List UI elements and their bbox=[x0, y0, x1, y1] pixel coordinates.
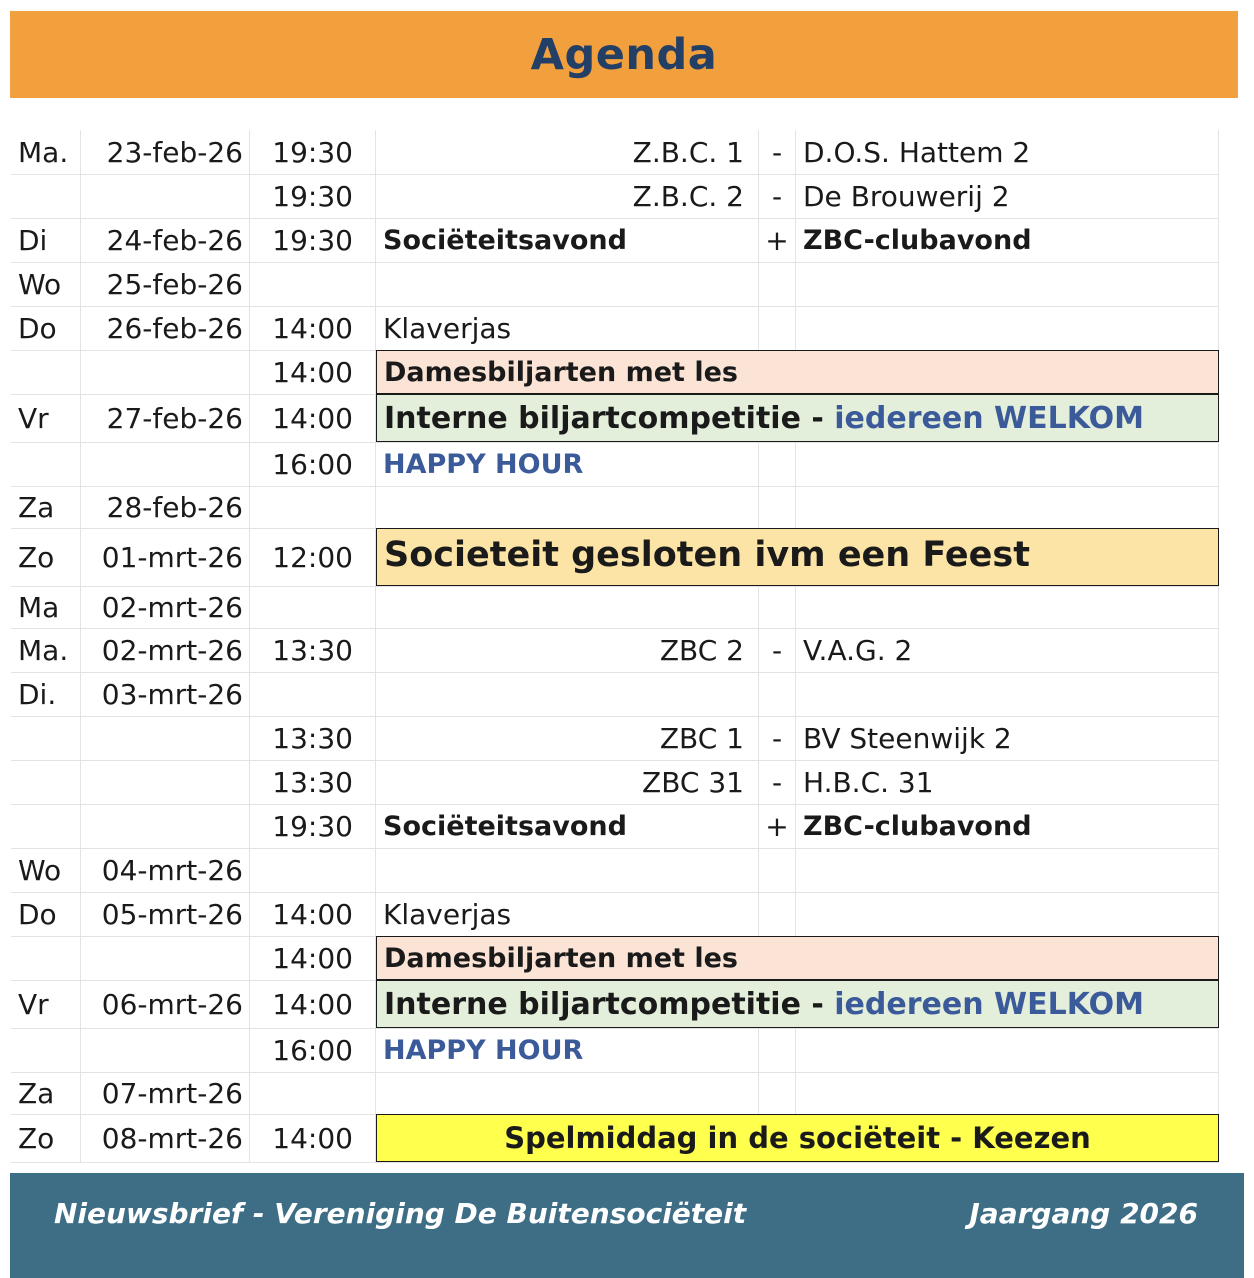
date-cell: 24-feb-26 bbox=[81, 218, 250, 262]
time-cell: 14:00 bbox=[250, 394, 376, 442]
time-cell: 14:00 bbox=[250, 936, 376, 980]
time-cell: 13:30 bbox=[250, 760, 376, 804]
opponent-cell bbox=[796, 486, 1219, 528]
event-cell: Klaverjas bbox=[376, 892, 759, 936]
day-cell: Ma. bbox=[11, 628, 81, 672]
table-row bbox=[11, 848, 1219, 893]
opponent-cell: D.O.S. Hattem 2 bbox=[796, 130, 1219, 174]
time-cell: 14:00 bbox=[250, 306, 376, 350]
date-cell: 25-feb-26 bbox=[81, 262, 250, 306]
event-cell: Sociëteitsavond bbox=[376, 804, 759, 848]
table-row bbox=[11, 1028, 1219, 1073]
table-row bbox=[11, 628, 1219, 673]
date-cell: 28-feb-26 bbox=[81, 486, 250, 528]
day-cell: Vr bbox=[11, 394, 81, 442]
opponent-cell: De Brouwerij 2 bbox=[796, 174, 1219, 218]
day-cell: Ma bbox=[11, 586, 81, 628]
table-row bbox=[11, 716, 1219, 761]
day-cell: Wo bbox=[11, 848, 81, 892]
table-row bbox=[11, 218, 1219, 263]
time-cell: 16:00 bbox=[250, 1028, 376, 1072]
day-cell bbox=[11, 716, 81, 760]
table-row bbox=[11, 936, 1219, 981]
time-cell bbox=[250, 262, 376, 306]
separator-cell bbox=[759, 672, 796, 716]
day-cell: Vr bbox=[11, 980, 81, 1028]
separator-cell: + bbox=[759, 804, 796, 848]
separator-cell: - bbox=[759, 760, 796, 804]
table-row bbox=[11, 262, 1219, 307]
separator-cell bbox=[759, 1028, 796, 1072]
time-cell: 14:00 bbox=[250, 1114, 376, 1162]
club-event-cell: ZBC-clubavond bbox=[796, 218, 1219, 262]
time-cell: 13:30 bbox=[250, 716, 376, 760]
separator-cell: - bbox=[759, 716, 796, 760]
date-cell: 04-mrt-26 bbox=[81, 848, 250, 892]
date-cell bbox=[81, 716, 250, 760]
event-text: Interne biljartcompetitie - bbox=[384, 986, 835, 1022]
event-highlight: iedereen WELKOM bbox=[834, 986, 1144, 1022]
date-cell: 02-mrt-26 bbox=[81, 586, 250, 628]
day-cell bbox=[11, 350, 81, 394]
separator-cell: + bbox=[759, 218, 796, 262]
day-cell: Di bbox=[11, 218, 81, 262]
day-cell: Zo bbox=[11, 528, 81, 586]
time-cell bbox=[250, 586, 376, 628]
event-cell: Klaverjas bbox=[376, 306, 759, 350]
separator-cell bbox=[759, 1072, 796, 1114]
separator-cell: - bbox=[759, 628, 796, 672]
table-row bbox=[11, 306, 1219, 351]
date-cell: 07-mrt-26 bbox=[81, 1072, 250, 1114]
separator-cell: - bbox=[759, 174, 796, 218]
event-text: Damesbiljarten met les bbox=[384, 356, 739, 388]
event-banner-gesloten bbox=[376, 528, 1219, 586]
home-team-cell: ZBC 2 bbox=[376, 628, 759, 672]
time-cell bbox=[250, 1072, 376, 1114]
date-cell: 05-mrt-26 bbox=[81, 892, 250, 936]
opponent-cell bbox=[796, 892, 1219, 936]
table-row bbox=[11, 760, 1219, 805]
time-cell: 19:30 bbox=[250, 804, 376, 848]
date-cell: 26-feb-26 bbox=[81, 306, 250, 350]
table-row bbox=[11, 1114, 1219, 1163]
home-team-cell: ZBC 31 bbox=[376, 760, 759, 804]
table-row bbox=[11, 672, 1219, 717]
home-team-cell: ZBC 1 bbox=[376, 716, 759, 760]
date-cell bbox=[81, 442, 250, 486]
event-cell bbox=[376, 262, 759, 306]
event-cell: Sociëteitsavond bbox=[376, 218, 759, 262]
time-cell: 13:30 bbox=[250, 628, 376, 672]
day-cell: Di. bbox=[11, 672, 81, 716]
table-row bbox=[11, 1072, 1219, 1115]
date-cell: 08-mrt-26 bbox=[81, 1114, 250, 1162]
day-cell: Zo bbox=[11, 1114, 81, 1162]
event-text: Spelmiddag in de sociëteit - Keezen bbox=[504, 1121, 1091, 1155]
happy-hour-cell: HAPPY HOUR bbox=[376, 1028, 759, 1072]
event-cell bbox=[376, 486, 759, 528]
opponent-cell bbox=[796, 848, 1219, 892]
opponent-cell bbox=[796, 306, 1219, 350]
event-text: Societeit gesloten ivm een Feest bbox=[384, 535, 1030, 575]
separator-cell bbox=[759, 848, 796, 892]
time-cell: 16:00 bbox=[250, 442, 376, 486]
happy-hour-cell: HAPPY HOUR bbox=[376, 442, 759, 486]
separator-cell bbox=[759, 262, 796, 306]
home-team-cell: Z.B.C. 2 bbox=[376, 174, 759, 218]
opponent-cell bbox=[796, 586, 1219, 628]
event-banner-interne bbox=[376, 394, 1219, 442]
time-cell: 19:30 bbox=[250, 218, 376, 262]
day-cell bbox=[11, 442, 81, 486]
time-cell: 14:00 bbox=[250, 980, 376, 1028]
event-cell bbox=[376, 848, 759, 892]
table-row bbox=[11, 174, 1219, 219]
day-cell bbox=[11, 804, 81, 848]
day-cell bbox=[11, 1028, 81, 1072]
date-cell: 27-feb-26 bbox=[81, 394, 250, 442]
footer-volume: Jaargang 2026 bbox=[969, 1197, 1198, 1230]
separator-cell bbox=[759, 586, 796, 628]
table-row bbox=[11, 486, 1219, 529]
separator-cell bbox=[759, 306, 796, 350]
opponent-cell bbox=[796, 1028, 1219, 1072]
time-cell: 19:30 bbox=[250, 130, 376, 174]
day-cell: Do bbox=[11, 306, 81, 350]
day-cell: Za bbox=[11, 486, 81, 528]
time-cell: 14:00 bbox=[250, 350, 376, 394]
time-cell: 12:00 bbox=[250, 528, 376, 586]
opponent-cell bbox=[796, 672, 1219, 716]
date-cell bbox=[81, 1028, 250, 1072]
opponent-cell: H.B.C. 31 bbox=[796, 760, 1219, 804]
day-cell: Do bbox=[11, 892, 81, 936]
date-cell: 06-mrt-26 bbox=[81, 980, 250, 1028]
event-text: Interne biljartcompetitie - bbox=[384, 400, 835, 436]
opponent-cell bbox=[796, 442, 1219, 486]
club-event-cell: ZBC-clubavond bbox=[796, 804, 1219, 848]
table-row bbox=[11, 442, 1219, 487]
day-cell bbox=[11, 936, 81, 980]
table-row bbox=[11, 394, 1219, 443]
table-row bbox=[11, 980, 1219, 1029]
event-text: Damesbiljarten met les bbox=[384, 942, 739, 974]
day-cell: Ma. bbox=[11, 130, 81, 174]
day-cell bbox=[11, 174, 81, 218]
event-banner-dames bbox=[376, 350, 1219, 394]
event-banner-spel bbox=[376, 1114, 1219, 1162]
table-row bbox=[11, 586, 1219, 629]
opponent-cell: V.A.G. 2 bbox=[796, 628, 1219, 672]
separator-cell bbox=[759, 442, 796, 486]
separator-cell bbox=[759, 892, 796, 936]
day-cell: Za bbox=[11, 1072, 81, 1114]
date-cell: 01-mrt-26 bbox=[81, 528, 250, 586]
opponent-cell: BV Steenwijk 2 bbox=[796, 716, 1219, 760]
day-cell: Wo bbox=[11, 262, 81, 306]
event-cell bbox=[376, 672, 759, 716]
opponent-cell bbox=[796, 1072, 1219, 1114]
event-cell bbox=[376, 586, 759, 628]
table-row bbox=[11, 892, 1219, 937]
time-cell bbox=[250, 486, 376, 528]
table-row bbox=[11, 350, 1219, 395]
newsletter-footer bbox=[10, 1173, 1244, 1278]
separator-cell: - bbox=[759, 130, 796, 174]
date-cell: 23-feb-26 bbox=[81, 130, 250, 174]
date-cell bbox=[81, 760, 250, 804]
day-cell bbox=[11, 760, 81, 804]
time-cell bbox=[250, 672, 376, 716]
date-cell bbox=[81, 350, 250, 394]
opponent-cell bbox=[796, 262, 1219, 306]
separator-cell bbox=[759, 486, 796, 528]
date-cell bbox=[81, 174, 250, 218]
table-row bbox=[11, 804, 1219, 849]
agenda-header bbox=[10, 11, 1238, 98]
date-cell bbox=[81, 804, 250, 848]
event-banner-dames bbox=[376, 936, 1219, 980]
time-cell: 19:30 bbox=[250, 174, 376, 218]
footer-newsletter-name: Nieuwsbrief - Vereniging De Buitensociëteit bbox=[54, 1197, 747, 1230]
date-cell: 03-mrt-26 bbox=[81, 672, 250, 716]
table-row bbox=[11, 130, 1219, 175]
time-cell: 14:00 bbox=[250, 892, 376, 936]
page-title: Agenda bbox=[530, 29, 718, 80]
date-cell: 02-mrt-26 bbox=[81, 628, 250, 672]
table-row bbox=[11, 528, 1219, 587]
event-highlight: iedereen WELKOM bbox=[834, 400, 1144, 436]
event-banner-interne bbox=[376, 980, 1219, 1028]
date-cell bbox=[81, 936, 250, 980]
event-cell bbox=[376, 1072, 759, 1114]
home-team-cell: Z.B.C. 1 bbox=[376, 130, 759, 174]
time-cell bbox=[250, 848, 376, 892]
